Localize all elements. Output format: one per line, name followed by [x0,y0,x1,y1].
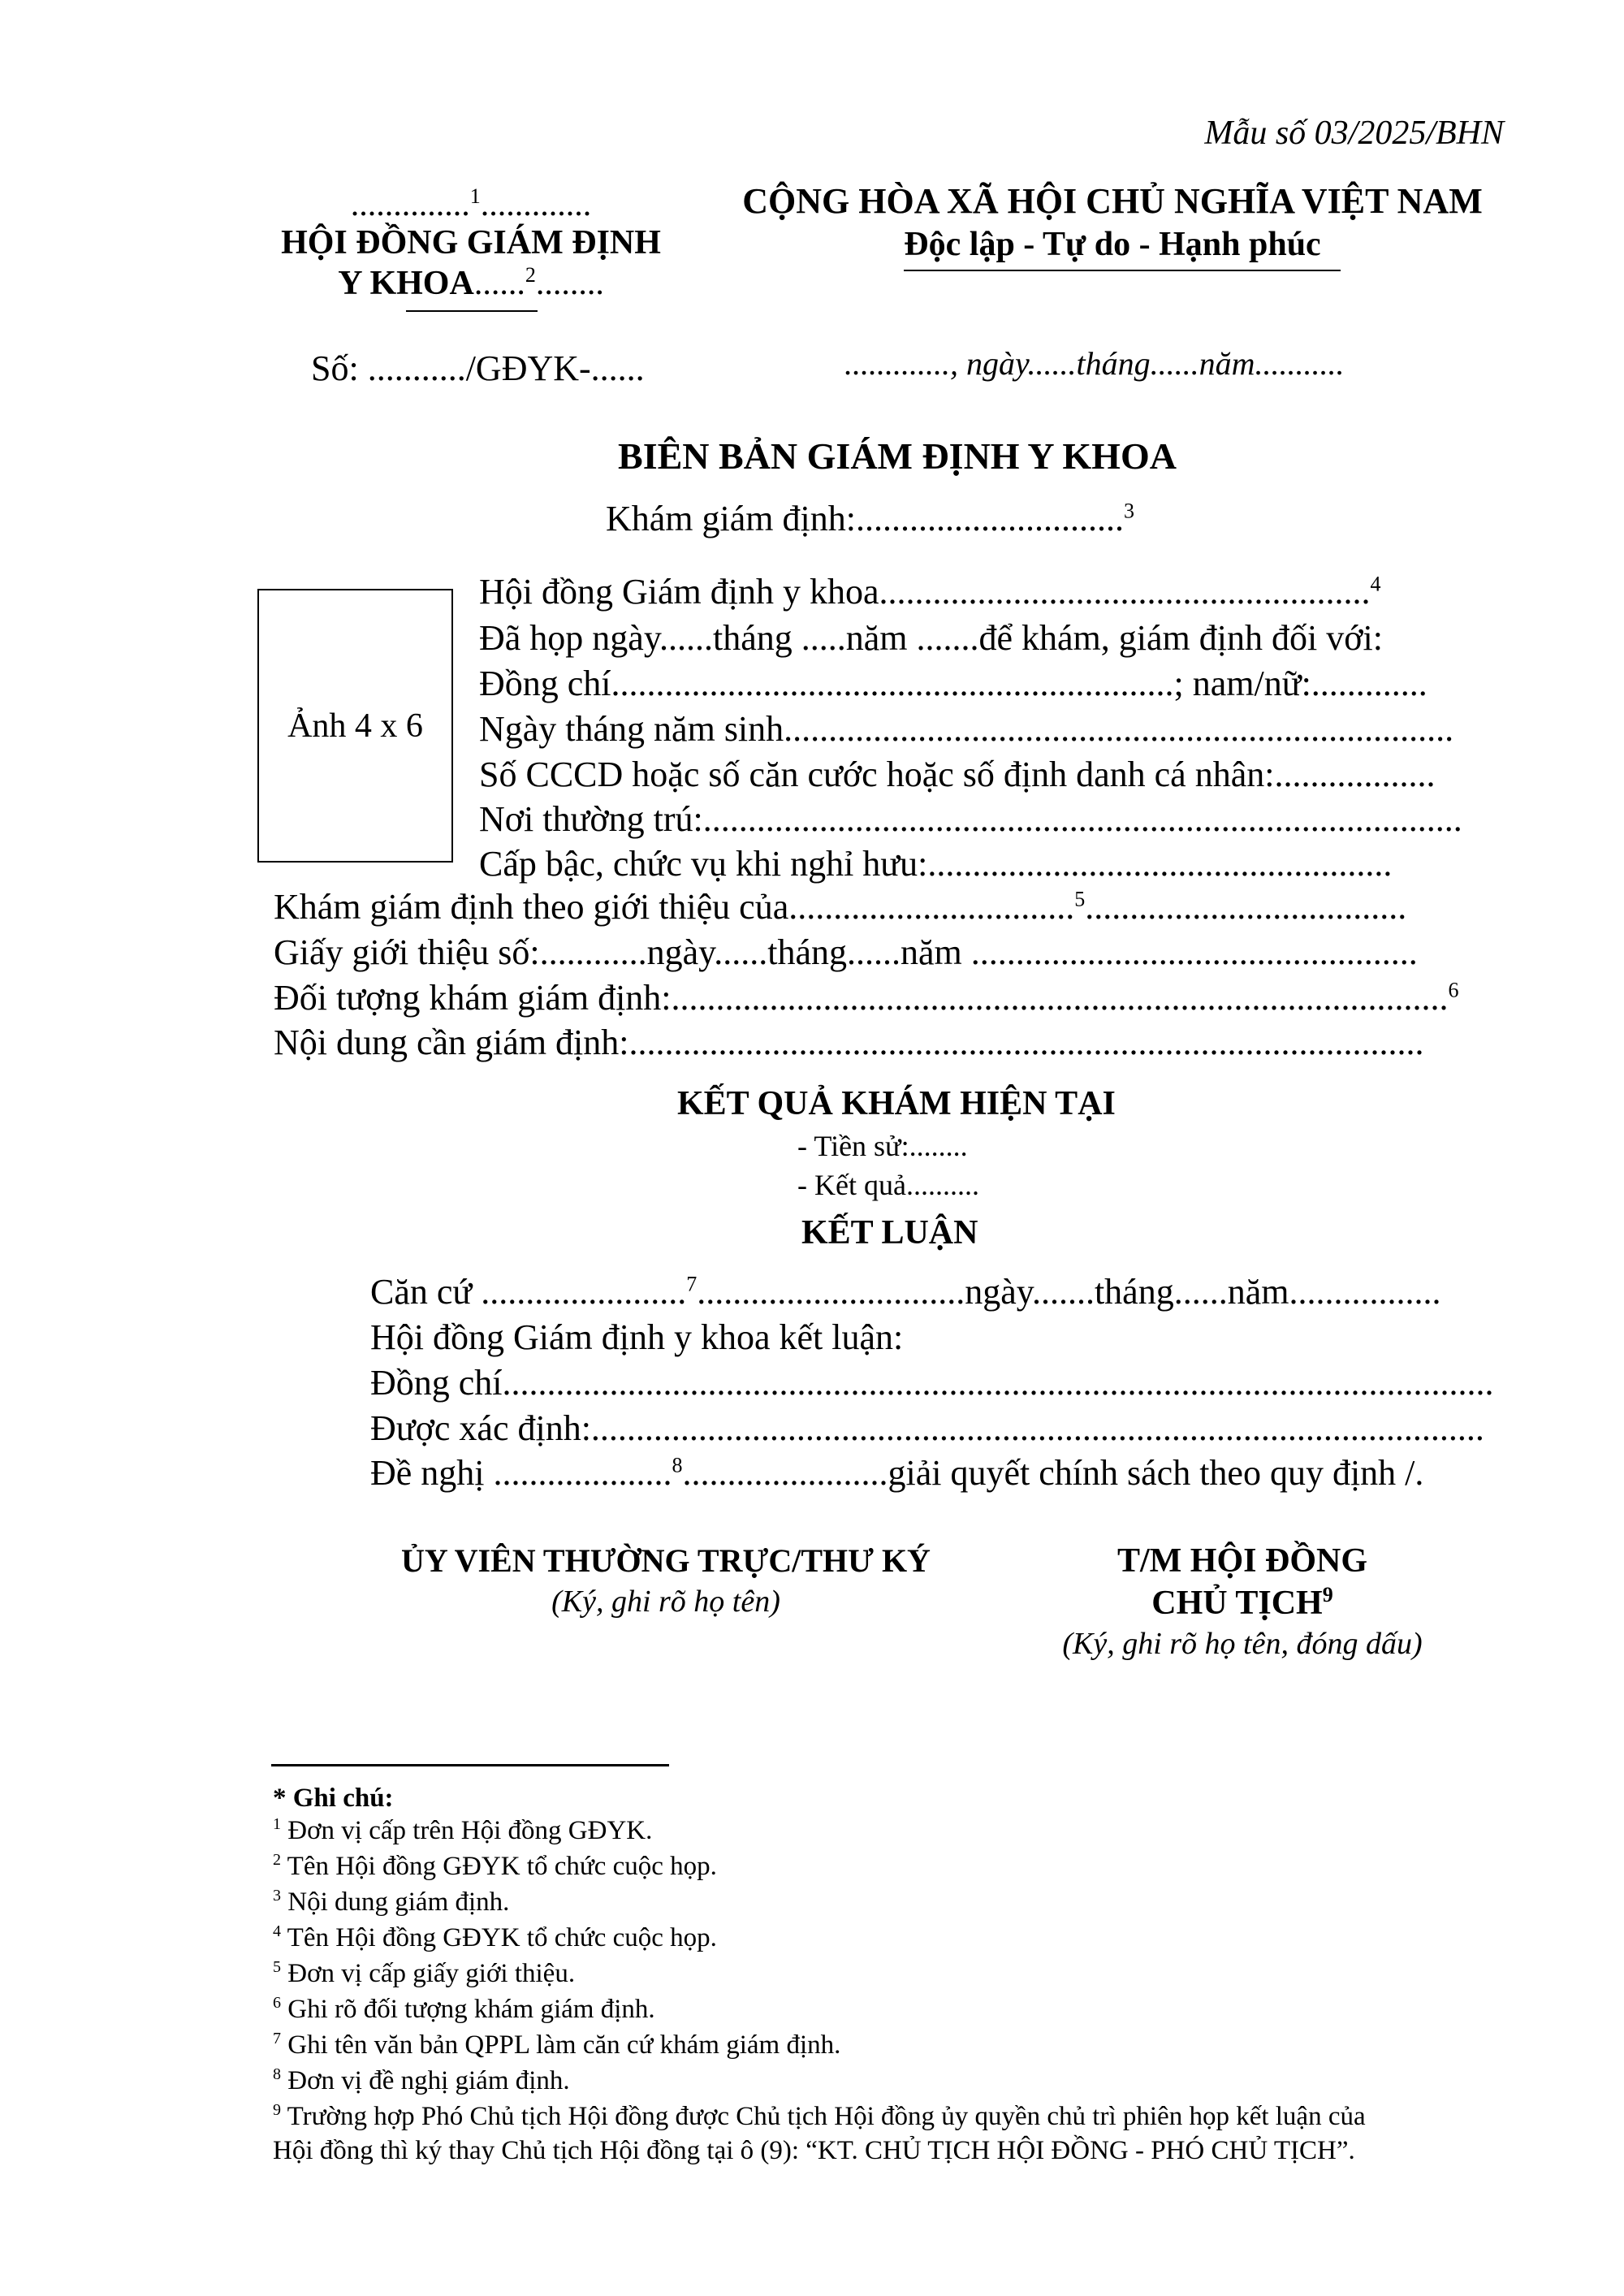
conclusion-heading: KẾT LUẬN [801,1214,978,1252]
conclusion-comrade: Đồng chí............................................................................................................... [370,1363,1494,1403]
national-motto: Độc lập - Tự do - Hạnh phúc [904,226,1321,263]
conclusion-basis-text: Căn cứ ....................... [370,1272,687,1312]
footnote-ref-9: 9 [1322,1583,1333,1606]
field-meeting-date: Đã họp ngày......tháng .....năm .......để khám, giám định đối với: [479,618,1383,658]
parent-agency-dots-2: ............. [480,186,592,223]
footnote-ref-8: 8 [672,1453,683,1477]
chairman-title [1031,1584,1453,1623]
note-text: Đơn vị cấp trên Hội đồng GĐYK. [287,1816,653,1845]
field-referral-text: Khám giám định theo giới thiệu của................................ [274,887,1075,927]
note-number: 9 [273,2101,281,2119]
note-text: Đơn vị đề nghị giám định. [287,2066,570,2095]
left-header-underline [406,310,538,312]
council-name-dots: ...... [473,265,525,302]
results-heading: KẾT QUẢ KHÁM HIỆN TẠI [677,1085,1116,1122]
field-id-number: Số CCCD hoặc số căn cước hoặc số định danh cá nhân:.................. [479,755,1436,794]
council-name-yk: Y KHOA [338,265,474,302]
note-item [273,1959,575,1989]
note-text: Trường hợp Phó Chủ tịch Hội đồng được Chủ tịch Hội đồng ủy quyền chủ trì phiên họp kết luận của [287,2102,1366,2131]
note-item [273,1923,717,1953]
field-content: Nội dung cần giám định:......................................................................................... [274,1023,1424,1062]
note-number: 5 [273,1958,281,1976]
note-number: 2 [273,1851,281,1869]
field-subject-text: Đối tượng khám giám định:....................................................................................... [274,978,1449,1018]
form-code: Mẫu số 03/2025/BHN [1204,115,1504,152]
note-item-continued: Hội đồng thì ký thay Chủ tịch Hội đồng tại ô (9): “KT. CHỦ TỊCH HỘI ĐỒNG - PHÓ CHỦ TỊCH”. [273,2136,1355,2165]
footnote-ref-2: 2 [525,263,536,287]
conclusion-council: Hội đồng Giám định y khoa kết luận: [370,1317,904,1357]
note-item [273,1995,655,2025]
motto-underline [904,270,1341,271]
conclusion-determined: Được xác định:.................................................................................................... [370,1408,1484,1448]
field-subject [274,977,1459,1018]
note-number: 1 [273,1815,281,1833]
note-number: 7 [273,2030,281,2047]
field-rank: Cấp bậc, chức vụ khi nghỉ hưu:.................................................... [479,844,1393,884]
notes-heading: * Ghi chú: [273,1784,394,1813]
council-name-dots-2: ........ [535,265,604,302]
secretary-sign-note: (Ký, ghi rõ họ tên) [551,1585,780,1619]
note-number: 6 [273,1994,281,2012]
footnote-ref-7: 7 [686,1272,698,1296]
secretary-title: ỦY VIÊN THƯỜNG TRỰC/THƯ KÝ [401,1542,931,1579]
note-text: Ghi tên văn bản QPPL làm căn cứ khám giám định. [287,2030,841,2060]
chairman-sign-note: (Ký, ghi rõ họ tên, đóng dấu) [1062,1627,1423,1661]
note-text: Đơn vị cấp giấy giới thiệu. [287,1959,576,1988]
note-item [273,1816,652,1846]
conclusion-basis [370,1271,1440,1312]
place-date-line: ............., ngày......tháng......năm........... [844,345,1345,382]
field-birthdate: Ngày tháng năm sinh........................................................................... [479,709,1454,749]
note-item [273,2030,840,2060]
council-name-line2 [244,264,698,303]
exam-type-line [606,498,1134,539]
photo-label: Ảnh 4 x 6 [287,707,423,745]
parent-agency-dots: .............. [350,186,470,223]
note-item [273,2066,570,2096]
conclusion-proposal-policy: .......................giải quyết chính sách theo quy định /. [682,1453,1424,1493]
note-item [273,2102,1366,2132]
field-referral [274,886,1406,927]
conclusion-proposal-text: Đề nghị .................... [370,1453,672,1493]
parent-agency-line [244,185,698,224]
footnote-ref-1: 1 [469,184,481,208]
note-number: 8 [273,2065,281,2083]
conclusion-proposal [370,1452,1423,1494]
note-text: Tên Hội đồng GĐYK tổ chức cuộc họp. [287,1852,717,1881]
results-outcome: - Kết quả.......... [797,1169,979,1201]
field-council-text: Hội đồng Giám định y khoa....................................................... [479,572,1371,612]
country-name: CỘNG HÒA XÃ HỘI CHỦ NGHĨA VIỆT NAM [742,181,1483,221]
footnote-ref-5: 5 [1074,887,1086,911]
conclusion-basis-date: ..............................ngày.......tháng......năm................. [697,1272,1441,1312]
field-comrade: Đồng chí...............................................................; nam/nữ:............. [479,664,1427,703]
chairman-label: CHỦ TỊCH [1151,1585,1323,1622]
note-text: Nội dung giám định. [287,1887,510,1917]
document-number: Số: .........../GĐYK-...... [311,348,645,388]
field-referral-number: Giấy giới thiệu số:............ngày......tháng......năm .................................................. [274,932,1418,972]
note-number: 3 [273,1887,281,1905]
footnote-separator [271,1764,669,1766]
note-number: 4 [273,1922,281,1940]
results-history: - Tiền sử:........ [797,1130,968,1162]
document-title: BIÊN BẢN GIÁM ĐỊNH Y KHOA [618,435,1177,477]
footnote-ref-4: 4 [1370,572,1381,596]
note-text: Ghi rõ đối tượng khám giám định. [287,1995,655,2024]
field-referral-dots: .................................... [1085,887,1407,927]
council-name: HỘI ĐỒNG GIÁM ĐỊNH [281,224,661,262]
field-council [479,571,1381,612]
council-sign-title: T/M HỘI ĐỒNG [1116,1542,1367,1580]
note-text: Tên Hội đồng GĐYK tổ chức cuộc họp. [287,1923,717,1952]
exam-type-text: Khám giám định:.............................. [606,499,1124,538]
field-residence: Nơi thường trú:..................................................................................... [479,799,1462,839]
note-item [273,1852,717,1882]
footnote-ref-6: 6 [1448,978,1459,1002]
note-item [273,1887,509,1918]
photo-placeholder [257,589,453,863]
footnote-ref-3: 3 [1123,499,1134,523]
